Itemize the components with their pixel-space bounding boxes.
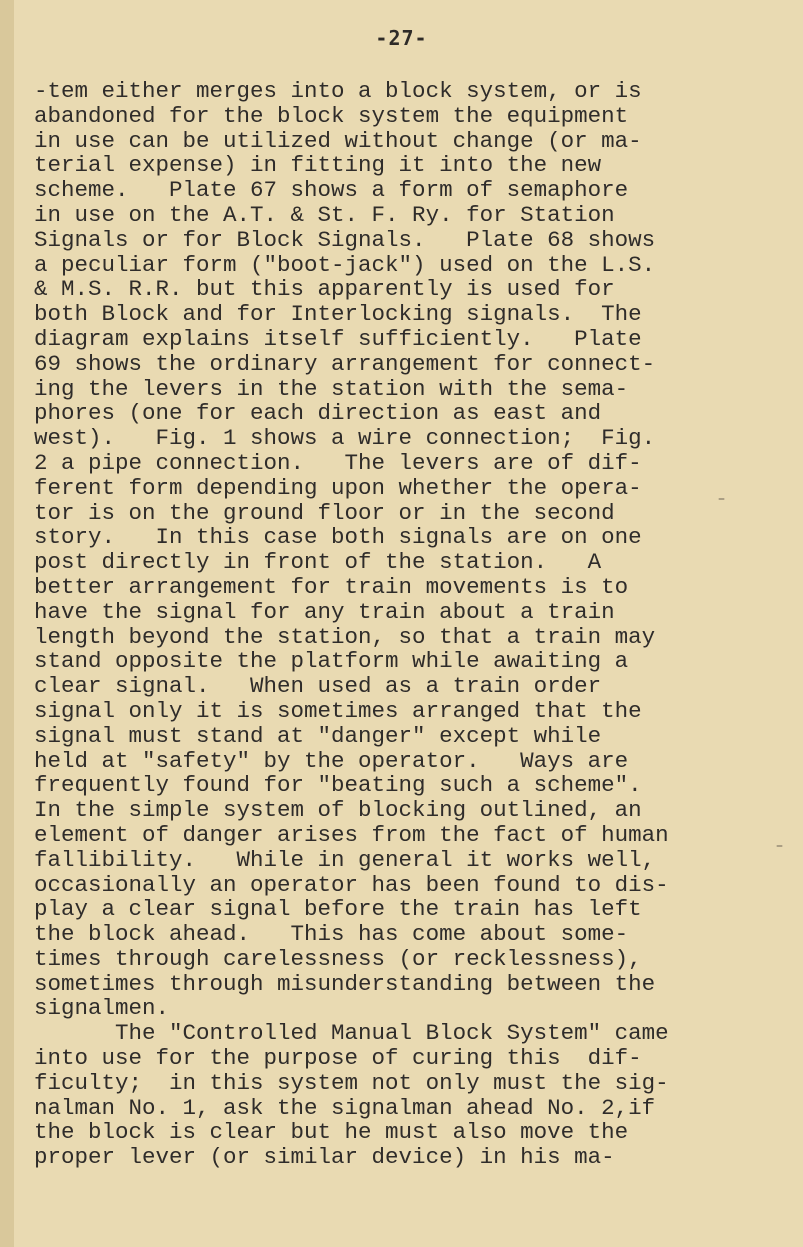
text-line: play a clear signal before the train has left <box>34 896 642 923</box>
text-line: ing the levers in the station with the sema- <box>34 375 629 402</box>
text-line: scheme. Plate 67 shows a form of semaphore <box>34 177 629 204</box>
text-line: have the signal for any train about a train <box>34 598 615 625</box>
text-line: tor is on the ground floor or in the second <box>34 499 615 526</box>
text-line: nalman No. 1, ask the signalman ahead No. 2,if <box>34 1094 656 1121</box>
text-line: a peculiar form ("boot-jack") used on the L.S. <box>34 251 656 278</box>
text-line: The "Controlled Manual Block System" came <box>34 1020 669 1047</box>
page-binding-edge <box>0 0 14 1247</box>
text-line: better arrangement for train movements is to <box>34 573 629 600</box>
text-line: ferent form depending upon whether the opera- <box>34 474 642 501</box>
text-line: occasionally an operator has been found to dis- <box>34 871 669 898</box>
text-line: times through carelessness (or recklessness), <box>34 945 642 972</box>
text-line: length beyond the station, so that a train may <box>34 623 656 650</box>
text-line: both Block and for Interlocking signals. The <box>34 301 642 328</box>
text-line: clear signal. When used as a train order <box>34 673 602 700</box>
text-line: & M.S. R.R. but this apparently is used for <box>34 276 615 303</box>
text-line: post directly in front of the station. A <box>34 549 602 576</box>
text-line: stand opposite the platform while awaiting a <box>34 648 629 675</box>
text-line: signal must stand at "danger" except while <box>34 722 602 749</box>
text-line: sometimes through misunderstanding between the <box>34 970 656 997</box>
text-line: Signals or for Block Signals. Plate 68 shows <box>34 226 656 253</box>
text-line: into use for the purpose of curing this dif- <box>34 1045 642 1072</box>
text-line: In the simple system of blocking outlined, an <box>34 797 642 824</box>
text-line: frequently found for "beating such a scheme". <box>34 772 642 799</box>
text-line: in use on the A.T. & St. F. Ry. for Station <box>34 201 615 228</box>
margin-dash-mark: – <box>776 838 783 854</box>
text-line: diagram explains itself sufficiently. Plate <box>34 325 642 352</box>
text-line: terial expense) in fitting it into the new <box>34 152 602 179</box>
text-line: the block is clear but he must also move the <box>34 1119 629 1146</box>
text-line: the block ahead. This has come about some- <box>34 921 629 948</box>
page-number: -27- <box>375 26 428 50</box>
text-line: 69 shows the ordinary arrangement for connect- <box>34 350 656 377</box>
text-line: abandoned for the block system the equipment <box>34 102 629 129</box>
text-line: 2 a pipe connection. The levers are of dif- <box>34 449 642 476</box>
margin-dash-mark: – <box>718 491 725 507</box>
text-line: fallibility. While in general it works well, <box>34 846 656 873</box>
body-text <box>34 79 794 1170</box>
text-line: phores (one for each direction as east and <box>34 400 602 427</box>
text-line: -tem either merges into a block system, or is <box>34 78 642 104</box>
text-line: in use can be utilized without change (or ma- <box>34 127 642 154</box>
text-line: story. In this case both signals are on one <box>34 524 642 551</box>
text-line: signalmen. <box>34 995 170 1022</box>
text-line: west). Fig. 1 shows a wire connection; Fig. <box>34 425 656 452</box>
text-line: held at "safety" by the operator. Ways are <box>34 747 629 774</box>
text-line: element of danger arises from the fact of human <box>34 821 669 848</box>
text-line: proper lever (or similar device) in his ma- <box>34 1144 615 1171</box>
text-line: ficulty; in this system not only must the sig- <box>34 1069 669 1096</box>
text-line: signal only it is sometimes arranged that the <box>34 697 642 724</box>
